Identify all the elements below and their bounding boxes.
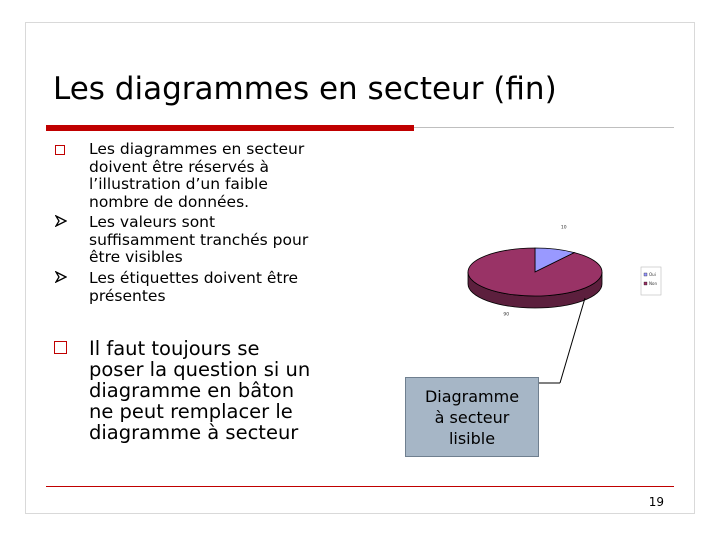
callout-connector xyxy=(560,298,585,383)
pie-data-label: 90 xyxy=(503,312,510,318)
pie-slice-non xyxy=(468,248,602,296)
legend-label: Oui xyxy=(649,272,656,277)
bullet-text: Il faut toujours se poser la question si un diagramme en bâton ne peut remplacer le diagramme à secteur xyxy=(89,337,311,444)
legend-swatch xyxy=(644,282,647,285)
legend-swatch xyxy=(644,273,647,276)
pie-data-label: 10 xyxy=(560,225,567,231)
footer-rule xyxy=(46,486,674,487)
callout-box: Diagramme à secteur lisible xyxy=(405,377,539,457)
bullet-text: Les valeurs sont suffisamment tranchés pour être visibles xyxy=(89,213,309,266)
slide-number: 19 xyxy=(648,495,664,509)
bullet-text: Les étiquettes doivent être présentes xyxy=(89,269,299,305)
bullet-text: Les diagrammes en secteur doivent être réservés à l’illustration d’un faible nombre de données. xyxy=(89,140,305,211)
legend-label: Non xyxy=(649,281,657,286)
slide-title: Les diagrammes en secteur (fin) xyxy=(53,71,557,107)
